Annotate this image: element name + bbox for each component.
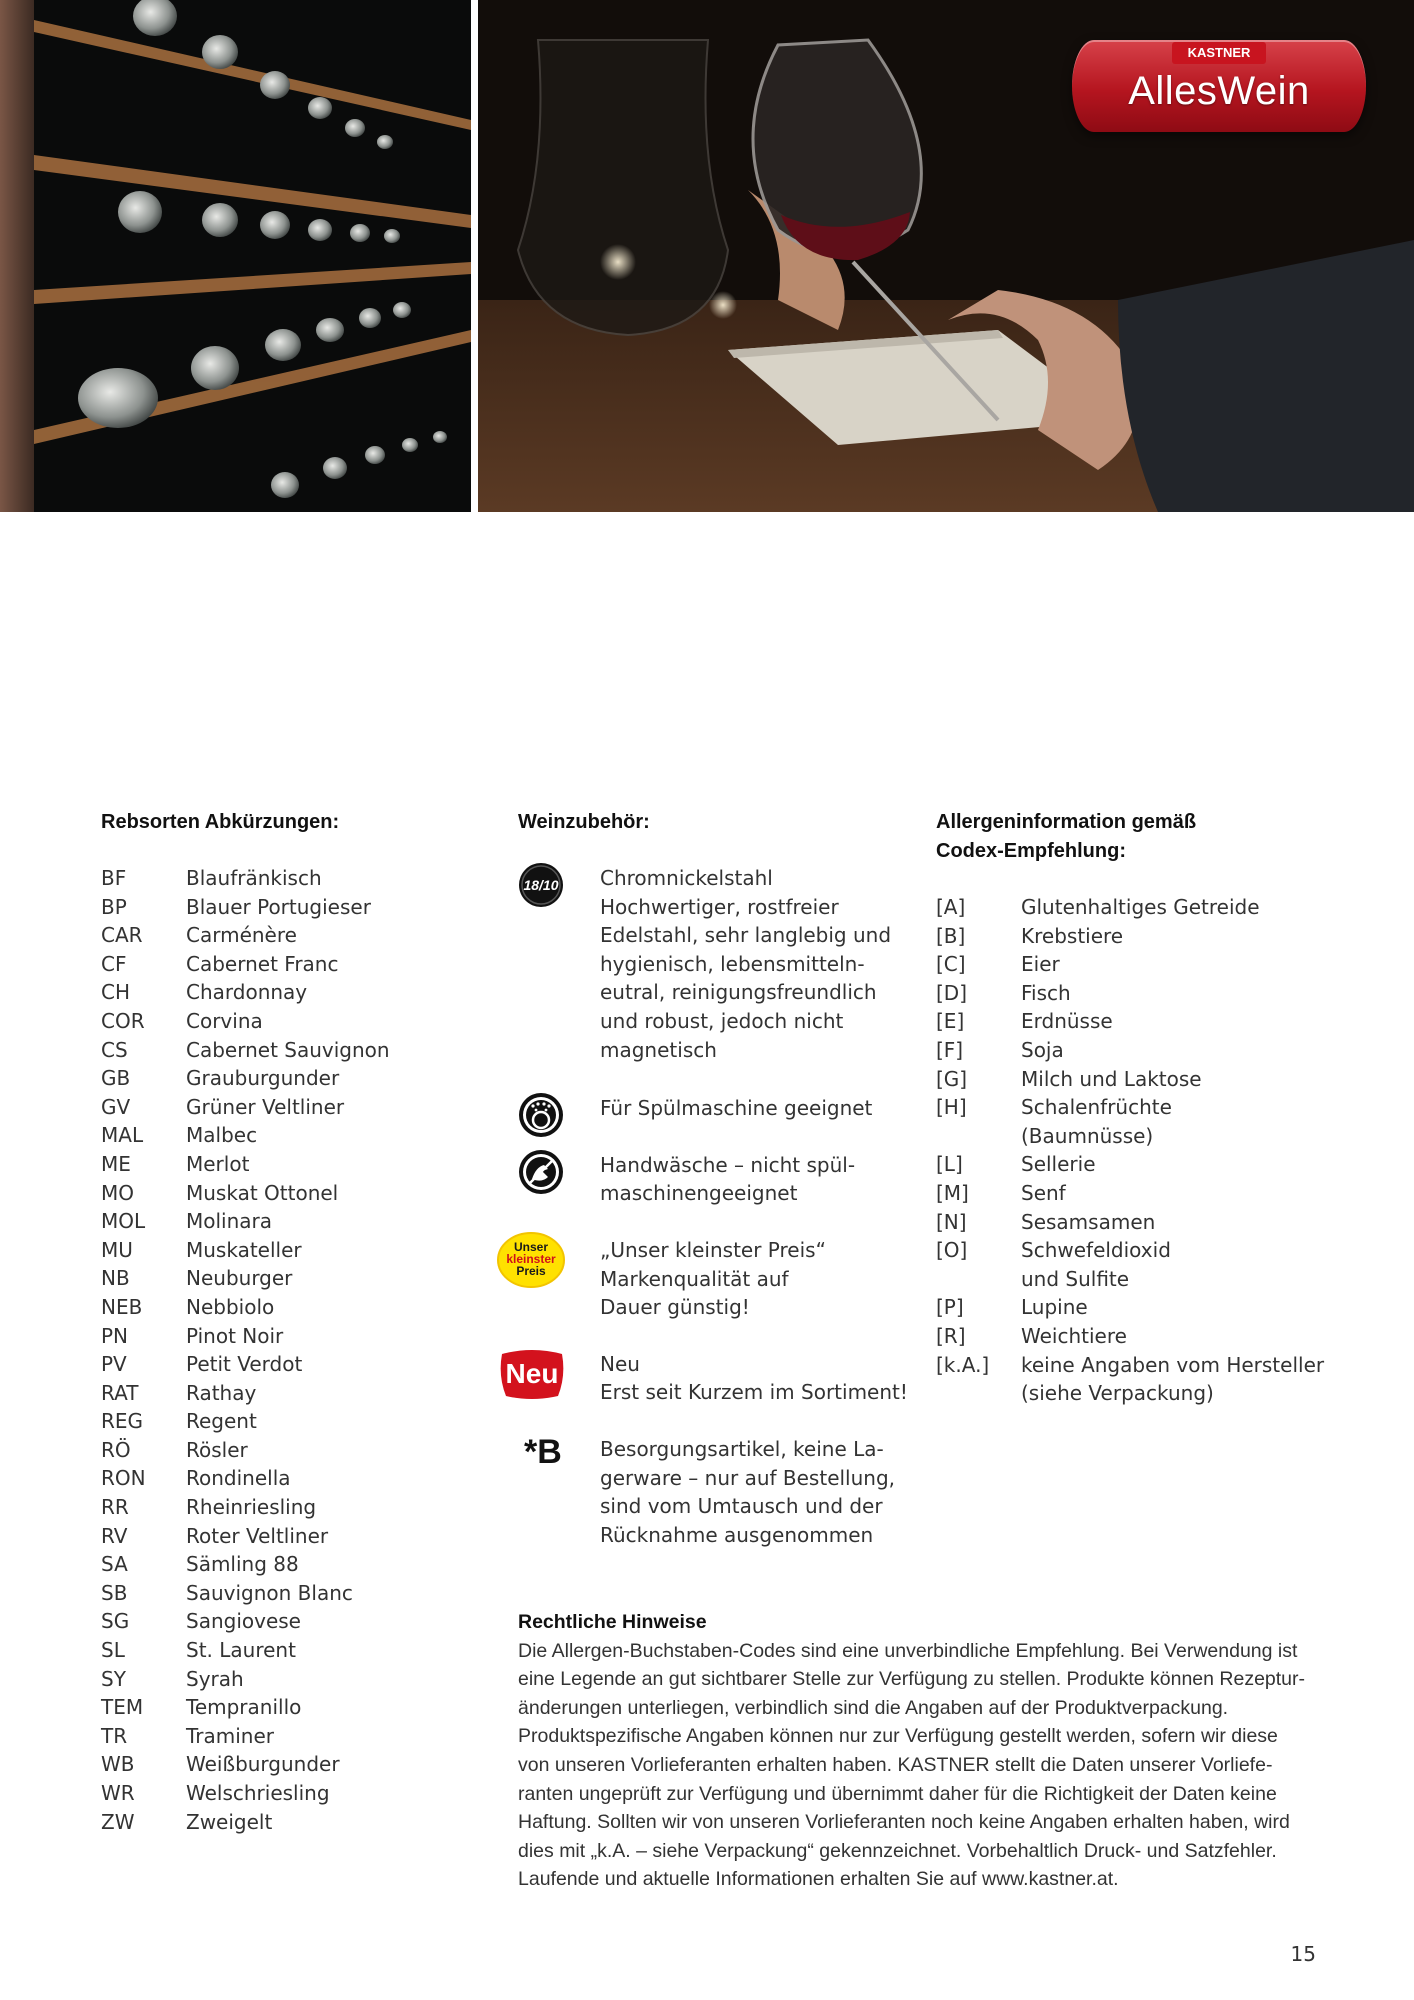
- grape-variety-code: SY: [101, 1666, 126, 1691]
- grape-variety-code: CS: [101, 1037, 128, 1062]
- accessory-line: maschinengeeignet: [600, 1181, 798, 1206]
- accessory-line: und robust, jedoch nicht: [600, 1008, 844, 1033]
- grape-variety-row: [101, 893, 461, 922]
- allergen-name-line: Glutenhaltiges Getreide: [1021, 895, 1260, 919]
- new-badge-icon: [496, 1346, 568, 1402]
- grape-variety-row: [101, 1264, 461, 1293]
- allergen-row: [936, 979, 1336, 1008]
- grape-variety-name: Grüner Veltliner: [186, 1094, 345, 1119]
- grape-variety-row: [101, 1322, 461, 1351]
- accessory-line: Dauer günstig!: [600, 1295, 750, 1320]
- grape-variety-name: Rathay: [186, 1380, 257, 1405]
- accessory-line: sind vom Umtausch und der: [600, 1494, 883, 1519]
- accessory-item: [505, 1350, 918, 1407]
- grape-variety-name: Carménère: [186, 923, 297, 948]
- grape-variety-code: TR: [101, 1723, 128, 1748]
- accessories-section: [505, 808, 918, 1549]
- allergen-name: [1021, 1351, 1336, 1408]
- dishwasher-safe-icon: [518, 1092, 564, 1138]
- allergen-name-line: Lupine: [1021, 1295, 1088, 1320]
- allergen-name-line: (Baumnüsse): [1021, 1123, 1154, 1148]
- grape-varieties-section: [101, 808, 461, 1836]
- allergen-row: [936, 1007, 1336, 1036]
- allergen-name: [1021, 1093, 1336, 1150]
- grape-variety-row: [101, 921, 461, 950]
- allergen-row: [936, 1208, 1336, 1237]
- accessory-item: [518, 1151, 918, 1208]
- allergen-name: [1021, 1236, 1336, 1293]
- grape-variety-name: Sämling 88: [186, 1552, 299, 1577]
- grape-variety-name: Molinara: [186, 1209, 273, 1234]
- grape-variety-row: [101, 1007, 461, 1036]
- legal-notice-line: dies mit „k.A. – siehe Verpackung“ gekennzeichnet. Vorbehaltlich Druck- und Satzfehler.: [518, 1839, 1277, 1862]
- grape-variety-code: RON: [101, 1466, 146, 1491]
- allergen-row: [936, 1351, 1336, 1408]
- allergen-code: [G]: [936, 1066, 968, 1091]
- allergen-name: [1021, 1065, 1336, 1094]
- allergen-name: [1021, 1322, 1336, 1351]
- grape-variety-name: Zweigelt: [186, 1809, 273, 1834]
- allergen-name-line: Erdnüsse: [1021, 1009, 1113, 1034]
- special-order-badge-text: *B: [524, 1432, 562, 1471]
- allergen-code: [E]: [936, 1009, 965, 1034]
- grape-variety-row: [101, 864, 461, 893]
- allergen-name-line: keine Angaben vom Hersteller: [1021, 1352, 1325, 1377]
- allergen-code: [N]: [936, 1209, 967, 1234]
- accessory-line: „Unser kleinster Preis“: [600, 1237, 826, 1262]
- allergen-code: [B]: [936, 923, 966, 948]
- allergen-name: [1021, 1150, 1336, 1179]
- accessory-item: [518, 1432, 918, 1549]
- allergen-row: [936, 922, 1336, 951]
- accessory-line: Rücknahme ausgenommen: [600, 1522, 874, 1547]
- grape-variety-name: Malbec: [186, 1123, 258, 1148]
- grape-variety-code: CF: [101, 951, 127, 976]
- legal-notice-text: [518, 1637, 1318, 1894]
- grape-variety-row: [101, 1493, 461, 1522]
- allergen-name-line: Eier: [1021, 952, 1060, 977]
- grape-variety-name: Sauvignon Blanc: [186, 1580, 353, 1605]
- grape-variety-row: [101, 1064, 461, 1093]
- accessory-line: hygienisch, lebensmitteln-: [600, 951, 865, 976]
- grape-variety-name: Blauer Portugieser: [186, 894, 371, 919]
- grape-variety-row: [101, 1379, 461, 1408]
- allergen-row: [936, 1065, 1336, 1094]
- allergens-heading: [936, 808, 1336, 866]
- grape-variety-code: ME: [101, 1151, 131, 1176]
- grape-variety-row: [101, 950, 461, 979]
- allergen-name-line: Schwefeldioxid: [1021, 1238, 1171, 1263]
- grape-variety-name: Blaufränkisch: [186, 866, 322, 890]
- allergen-code: [O]: [936, 1238, 968, 1263]
- allergen-name: [1021, 1036, 1336, 1065]
- grape-variety-name: Syrah: [186, 1666, 244, 1691]
- grape-variety-name: Corvina: [186, 1008, 263, 1033]
- legal-notice-line: von unseren Vorlieferanten erhalten haben. KASTNER stellt die Daten unserer Vorliefe-: [518, 1753, 1273, 1776]
- grape-variety-name: Merlot: [186, 1151, 250, 1176]
- accessory-line: Für Spülmaschine geeignet: [600, 1096, 873, 1121]
- hand-wash-icon: [518, 1149, 564, 1195]
- legal-notice-line: Laufende und aktuelle Informationen erhalten Sie auf www.kastner.at.: [518, 1868, 1119, 1891]
- grape-variety-code: BF: [101, 866, 127, 890]
- allergen-row: [936, 950, 1336, 979]
- grape-variety-row: [101, 1293, 461, 1322]
- accessories-heading: Weinzubehör:: [518, 811, 650, 833]
- allergen-name: [1021, 893, 1336, 922]
- allergens-list: [936, 893, 1336, 1408]
- allergen-row: [936, 1036, 1336, 1065]
- allergens-heading-line: Allergeninformation gemäß: [936, 811, 1197, 833]
- grape-variety-code: CH: [101, 980, 131, 1005]
- accessory-line: magnetisch: [600, 1037, 717, 1062]
- grape-variety-row: [101, 1207, 461, 1236]
- grape-variety-code: NEB: [101, 1294, 143, 1319]
- grape-variety-name: Traminer: [186, 1723, 274, 1748]
- grape-variety-name: Sangiovese: [186, 1609, 301, 1634]
- allergen-row: [936, 1293, 1336, 1322]
- grape-variety-code: WB: [101, 1752, 135, 1777]
- accessory-line: Neu: [600, 1351, 640, 1376]
- allergen-code: [M]: [936, 1180, 969, 1205]
- accessory-line: Handwäsche – nicht spül-: [600, 1152, 856, 1177]
- grape-variety-name: Cabernet Sauvignon: [186, 1037, 390, 1062]
- grape-variety-row: [101, 1121, 461, 1150]
- allergen-row: [936, 893, 1336, 922]
- grape-variety-code: CAR: [101, 923, 143, 948]
- grape-variety-row: [101, 1350, 461, 1379]
- allergen-code: [R]: [936, 1323, 966, 1348]
- grape-variety-code: MU: [101, 1237, 133, 1262]
- accessory-line: Edelstahl, sehr langlebig und: [600, 923, 892, 948]
- grape-variety-row: [101, 1236, 461, 1265]
- grape-variety-name: St. Laurent: [186, 1638, 296, 1663]
- grape-variety-row: [101, 1407, 461, 1436]
- allergen-name: [1021, 922, 1336, 951]
- grape-variety-name: Rheinriesling: [186, 1495, 317, 1520]
- grape-variety-name: Chardonnay: [186, 980, 308, 1005]
- accessory-line: Chromnickelstahl: [600, 866, 773, 890]
- allergen-row: [936, 1150, 1336, 1179]
- grape-variety-code: RR: [101, 1495, 129, 1520]
- grape-variety-row: [101, 1436, 461, 1465]
- allergen-name: [1021, 1293, 1336, 1322]
- legal-notice-line: eine Legende an gut sichtbarer Stelle zur Verfügung zu stellen. Produkte können Rezeptur-: [518, 1668, 1306, 1691]
- 18-10-badge-text: 18/10: [523, 877, 559, 893]
- grape-variety-row: [101, 1464, 461, 1493]
- 18-10-steel-icon: [518, 862, 564, 908]
- page-number: 15: [1290, 1942, 1316, 1966]
- grape-variety-row: [101, 1179, 461, 1208]
- grape-variety-name: Muskateller: [186, 1237, 302, 1262]
- allergen-name-line: Schalenfrüchte: [1021, 1095, 1172, 1120]
- allergen-name-line: Senf: [1021, 1180, 1066, 1205]
- grape-variety-name: Muskat Ottonel: [186, 1180, 339, 1205]
- accessory-line: Markenqualität auf: [600, 1266, 789, 1291]
- grape-variety-code: REG: [101, 1409, 144, 1434]
- lowest-price-badge-text: Preis: [516, 1263, 546, 1278]
- new-badge-text: Neu: [505, 1357, 559, 1389]
- allergen-name: [1021, 950, 1336, 979]
- grape-variety-name: Weißburgunder: [186, 1752, 340, 1777]
- grape-variety-name: Grauburgunder: [186, 1066, 340, 1091]
- grape-variety-name: Regent: [186, 1409, 257, 1434]
- allergen-row: [936, 1236, 1336, 1293]
- lowest-price-badge-text: kleinster: [506, 1251, 556, 1266]
- grape-variety-name: Tempranillo: [186, 1695, 302, 1720]
- allergen-name-line: Fisch: [1021, 980, 1071, 1005]
- allergen-name-line: Sellerie: [1021, 1152, 1096, 1177]
- grape-variety-row: [101, 1722, 461, 1751]
- grape-variety-code: GB: [101, 1066, 131, 1091]
- grape-variety-code: RV: [101, 1523, 128, 1548]
- allergen-code: [C]: [936, 952, 966, 977]
- allergen-name: [1021, 1179, 1336, 1208]
- grape-variety-row: [101, 1779, 461, 1808]
- grape-variety-name: Cabernet Franc: [186, 951, 339, 976]
- grape-variety-code: WR: [101, 1781, 135, 1805]
- grape-variety-name: Nebbiolo: [186, 1294, 275, 1319]
- allergens-heading-line: Codex-Empfehlung:: [936, 840, 1126, 862]
- grape-variety-code: TEM: [101, 1695, 144, 1720]
- accessories-list: [505, 864, 918, 1549]
- grape-variety-row: [101, 1750, 461, 1779]
- grape-variety-name: Rondinella: [186, 1466, 291, 1491]
- grape-variety-code: SA: [101, 1552, 128, 1577]
- allergen-name-line: Soja: [1021, 1037, 1064, 1062]
- alleswein-logo-text: AllesWein: [1128, 69, 1310, 113]
- allergen-row: [936, 1093, 1336, 1150]
- grape-variety-row: [101, 1522, 461, 1551]
- grape-variety-code: COR: [101, 1008, 145, 1033]
- grape-variety-row: [101, 1150, 461, 1179]
- accessory-line: eutral, reinigungsfreundlich: [600, 980, 877, 1005]
- grape-variety-code: BP: [101, 894, 127, 919]
- grape-varieties-heading: Rebsorten Abkürzungen:: [101, 811, 340, 833]
- grape-variety-row: [101, 1036, 461, 1065]
- accessory-line: gerware – nur auf Bestellung,: [600, 1465, 896, 1490]
- allergen-row: [936, 1179, 1336, 1208]
- grape-variety-row: [101, 1579, 461, 1608]
- grape-variety-name: Pinot Noir: [186, 1323, 284, 1348]
- kastner-logo-tab: KASTNER: [1172, 42, 1266, 64]
- wine-cellar-photo: [0, 0, 471, 512]
- grape-variety-row: [101, 978, 461, 1007]
- lowest-price-icon: [496, 1230, 566, 1290]
- grape-variety-name: Neuburger: [186, 1266, 293, 1291]
- grape-variety-name: Petit Verdot: [186, 1352, 303, 1377]
- grape-variety-code: RÖ: [101, 1437, 131, 1462]
- legal-notice-line: Die Allergen-Buchstaben-Codes sind eine unverbindliche Empfehlung. Bei Verwendung ist: [518, 1639, 1298, 1662]
- allergen-code: [P]: [936, 1295, 964, 1320]
- grape-variety-row: [101, 1808, 461, 1837]
- grape-variety-row: [101, 1693, 461, 1722]
- legal-notice-line: Produktspezifische Angaben können nur zur Verfügung gestellt werden, sofern wir diese: [518, 1725, 1278, 1748]
- allergen-name: [1021, 1007, 1336, 1036]
- legal-notice-line: ranten ungeprüft zur Verfügung und übernimmt daher für die Richtigkeit der Daten keine: [518, 1782, 1277, 1805]
- accessory-item: [518, 1094, 918, 1123]
- allergen-row: [936, 1322, 1336, 1351]
- accessory-line: Besorgungsartikel, keine La-: [600, 1436, 884, 1461]
- allergen-code: [F]: [936, 1037, 964, 1062]
- lowest-price-badge-text: Unser: [513, 1239, 549, 1254]
- grape-variety-code: PN: [101, 1323, 129, 1348]
- grape-variety-code: ZW: [101, 1809, 135, 1834]
- grape-variety-code: SG: [101, 1609, 130, 1634]
- allergens-section: [936, 808, 1336, 1408]
- grape-variety-code: MO: [101, 1180, 134, 1205]
- grape-variety-row: [101, 1550, 461, 1579]
- grape-variety-code: PV: [101, 1352, 127, 1377]
- allergen-name-line: Milch und Laktose: [1021, 1066, 1202, 1091]
- grape-variety-row: [101, 1665, 461, 1694]
- grape-variety-code: GV: [101, 1094, 131, 1119]
- grape-variety-name: Roter Veltliner: [186, 1523, 329, 1548]
- allergen-name: [1021, 1208, 1336, 1237]
- accessory-line: Erst seit Kurzem im Sortiment!: [600, 1380, 908, 1405]
- allergen-name-line: und Sulfite: [1021, 1266, 1130, 1291]
- accessory-item: [506, 1236, 918, 1322]
- grape-variety-code: MOL: [101, 1209, 146, 1234]
- allergen-name-line: (siehe Verpackung): [1021, 1381, 1214, 1406]
- grape-varieties-list: [101, 864, 461, 1836]
- allergen-name-line: Sesamsamen: [1021, 1209, 1156, 1234]
- grape-variety-code: MAL: [101, 1123, 144, 1148]
- grape-variety-name: Rösler: [186, 1437, 248, 1462]
- allergen-code: [k.A.]: [936, 1352, 990, 1377]
- allergen-name-line: Krebstiere: [1021, 923, 1124, 948]
- grape-variety-code: NB: [101, 1266, 130, 1291]
- allergen-code: [D]: [936, 980, 968, 1005]
- allergen-code: [L]: [936, 1152, 963, 1177]
- accessory-line: Hochwertiger, rostfreier: [600, 894, 839, 919]
- allergen-name-line: Weichtiere: [1021, 1323, 1127, 1348]
- special-order-icon: [522, 1427, 582, 1473]
- accessory-item: [518, 864, 918, 1064]
- allergen-code: [H]: [936, 1095, 967, 1120]
- grape-variety-code: SB: [101, 1580, 128, 1605]
- allergen-code: [A]: [936, 895, 966, 919]
- grape-variety-row: [101, 1607, 461, 1636]
- legal-notice-line: Haftung. Sollten wir von unseren Vorlieferanten noch keine Angaben erhalten haben, wird: [518, 1811, 1290, 1834]
- grape-variety-row: [101, 1636, 461, 1665]
- grape-variety-name: Welschriesling: [186, 1781, 330, 1805]
- grape-variety-code: RAT: [101, 1380, 139, 1405]
- legal-notice: [518, 1608, 1318, 1894]
- legal-notice-line: änderungen unterliegen, verbindlich sind die Angaben auf der Produktverpackung.: [518, 1696, 1229, 1719]
- grape-variety-code: SL: [101, 1638, 125, 1663]
- grape-variety-row: [101, 1093, 461, 1122]
- legal-notice-title: Rechtliche Hinweise: [518, 1611, 707, 1633]
- allergen-name: [1021, 979, 1336, 1008]
